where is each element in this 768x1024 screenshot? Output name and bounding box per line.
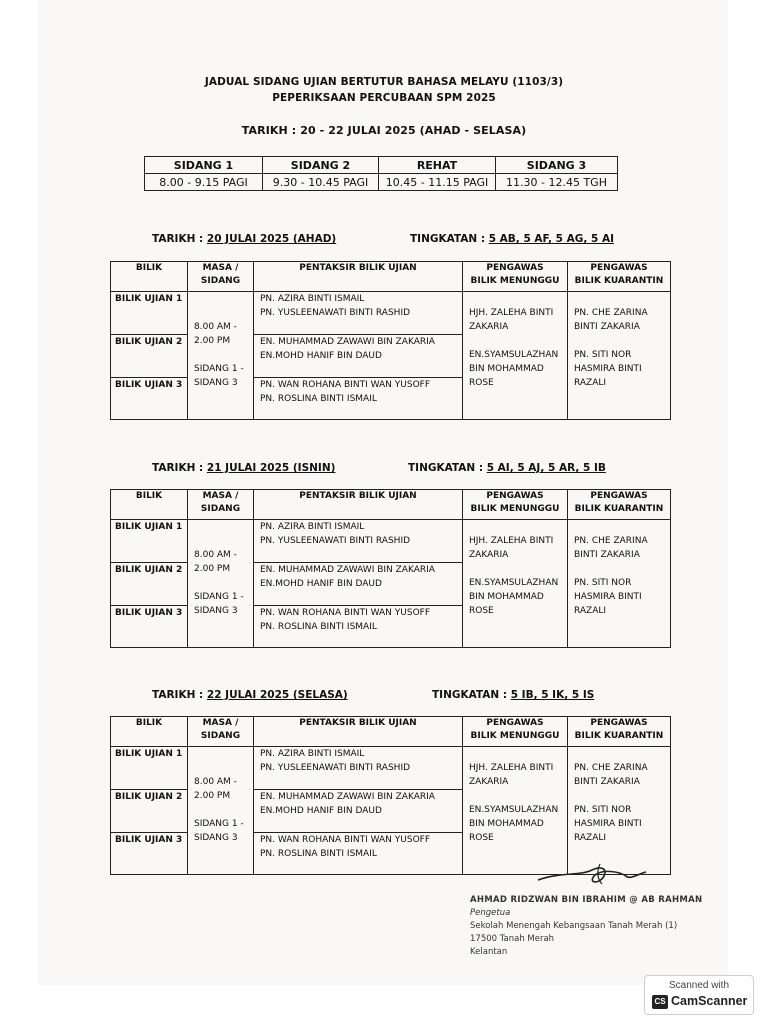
invigilator-line: PN. CHE ZARINA (574, 763, 648, 773)
masa-line: SIDANG 1 - (194, 592, 244, 602)
document-title: JADUAL SIDANG UJIAN BERTUTUR BAHASA MELAYU (1103/3) (204, 76, 564, 88)
invigilator-line: PN. SITI NOR (574, 350, 632, 360)
tingkatan-label: TINGKATAN : (410, 233, 489, 245)
assessor-cell (254, 520, 463, 563)
room-name: BILIK UJIAN 1 (111, 292, 188, 335)
session-time: 10.45 - 11.15 PAGI (379, 174, 496, 191)
session-time-table (144, 156, 618, 191)
assessor-cell (254, 790, 463, 833)
schedule-table (110, 489, 671, 648)
invigilator-line: ROSE (469, 378, 494, 388)
assessor-cell (254, 335, 463, 378)
masa-line: 2.00 PM (194, 336, 231, 346)
invigilator-line: ROSE (469, 833, 494, 843)
tarikh-value: 21 JULAI 2025 (ISNIN) (206, 462, 336, 474)
tingkatan-label: TINGKATAN : (408, 462, 487, 474)
session-header: REHAT (379, 157, 496, 174)
invigilator-line: ROSE (469, 606, 494, 616)
col-header-kuarantin: PENGAWAS BILIK KUARANTIN (568, 490, 671, 520)
room-name: BILIK UJIAN 3 (111, 833, 188, 875)
col-header-masa: MASA / SIDANG (188, 262, 254, 292)
tarikh-label: TARIKH : (152, 689, 207, 701)
tingkatan-value: 5 AI, 5 AJ, 5 AR, 5 IB (486, 462, 606, 474)
col-header-menunggu: PENGAWAS BILIK MENUNGGU (463, 262, 568, 292)
col-header-bilik: BILIK (111, 717, 188, 747)
assessor: EN. MUHAMMAD ZAWAWI BIN ZAKARIA (260, 792, 435, 802)
tarikh-label: TARIKH : (152, 233, 207, 245)
invigilator-line: RAZALI (574, 378, 607, 388)
kuarantin-cell (568, 292, 671, 420)
signature-block (470, 868, 720, 959)
signature-mark-icon (530, 862, 650, 890)
day-tingkatan-line (408, 462, 606, 474)
col-header-menunggu: PENGAWAS BILIK MENUNGGU (463, 717, 568, 747)
menunggu-cell (463, 520, 568, 648)
masa-line: SIDANG 3 (194, 833, 238, 843)
room-name: BILIK UJIAN 2 (111, 563, 188, 606)
col-header-menunggu: PENGAWAS BILIK MENUNGGU (463, 490, 568, 520)
assessor: PN. AZIRA BINTI ISMAIL (260, 749, 365, 759)
tarikh-value: 22 JULAI 2025 (SELASA) (206, 689, 348, 701)
tingkatan-label: TINGKATAN : (432, 689, 511, 701)
assessor: PN. WAN ROHANA BINTI WAN YUSOFF (260, 380, 431, 390)
masa-line: 8.00 AM - (194, 322, 237, 332)
invigilator-line: PN. CHE ZARINA (574, 308, 648, 318)
invigilator-line: BIN MOHAMMAD (469, 592, 544, 602)
room-name: BILIK UJIAN 3 (111, 378, 188, 420)
day-date-line (152, 689, 348, 701)
assessor-cell (254, 563, 463, 606)
masa-cell (188, 292, 254, 420)
session-time: 9.30 - 10.45 PAGI (263, 174, 379, 191)
masa-line: 2.00 PM (194, 564, 231, 574)
camscanner-badge (644, 975, 754, 1015)
invigilator-line: HJH. ZALEHA BINTI (469, 308, 554, 318)
invigilator-line: RAZALI (574, 606, 607, 616)
col-header-kuarantin: PENGAWAS BILIK KUARANTIN (568, 262, 671, 292)
col-header-pentaksir: PENTAKSIR BILIK UJIAN (254, 490, 463, 520)
day-tingkatan-line (432, 689, 594, 701)
room-name: BILIK UJIAN 3 (111, 606, 188, 648)
assessor: PN. YUSLEENAWATI BINTI RASHID (260, 763, 411, 773)
invigilator-line: HJH. ZALEHA BINTI (469, 763, 554, 773)
masa-line: SIDANG 3 (194, 606, 238, 616)
invigilator-line: ZAKARIA (469, 322, 509, 332)
schedule-table (110, 716, 671, 875)
session-header: SIDANG 2 (263, 157, 379, 174)
assessor: EN. MUHAMMAD ZAWAWI BIN ZAKARIA (260, 337, 435, 347)
scanned-with-text: Scanned with (668, 980, 730, 991)
invigilator-line: ZAKARIA (469, 550, 509, 560)
assessor-cell (254, 292, 463, 335)
invigilator-line: BINTI ZAKARIA (574, 550, 640, 560)
masa-line: 8.00 AM - (194, 550, 237, 560)
invigilator-line: RAZALI (574, 833, 607, 843)
invigilator-line: PN. SITI NOR (574, 578, 632, 588)
assessor: PN. YUSLEENAWATI BINTI RASHID (260, 308, 411, 318)
tarikh-value: 20 JULAI 2025 (AHAD) (206, 233, 337, 245)
assessor: PN. WAN ROHANA BINTI WAN YUSOFF (260, 835, 431, 845)
session-time: 8.00 - 9.15 PAGI (145, 174, 263, 191)
room-name: BILIK UJIAN 2 (111, 335, 188, 378)
invigilator-line: HASMIRA BINTI (574, 364, 642, 374)
col-header-pentaksir: PENTAKSIR BILIK UJIAN (254, 262, 463, 292)
invigilator-line: EN.SYAMSULAZHAN (469, 805, 559, 815)
assessor: PN. ROSLINA BINTI ISMAIL (260, 849, 377, 859)
room-name: BILIK UJIAN 1 (111, 747, 188, 790)
schedule-table (110, 261, 671, 420)
assessor: EN. MUHAMMAD ZAWAWI BIN ZAKARIA (260, 565, 435, 575)
date-range: TARIKH : 20 - 22 JULAI 2025 (AHAD - SELASA) (241, 124, 527, 137)
assessor: PN. ROSLINA BINTI ISMAIL (260, 394, 377, 404)
tingkatan-value: 5 AB, 5 AF, 5 AG, 5 AI (488, 233, 615, 245)
tingkatan-value: 5 IB, 5 IK, 5 IS (510, 689, 595, 701)
invigilator-line: BIN MOHAMMAD (469, 819, 544, 829)
camscanner-brand: CamScanner (671, 994, 748, 1008)
signatory-name: AHMAD RIDZWAN BIN IBRAHIM @ AB RAHMAN (470, 895, 703, 905)
document-subtitle: PEPERIKSAAN PERCUBAAN SPM 2025 (272, 92, 496, 104)
masa-cell (188, 747, 254, 875)
invigilator-line: HASMIRA BINTI (574, 592, 642, 602)
camscanner-logo-icon: CS (652, 995, 668, 1009)
school-state: Kelantan (470, 947, 508, 957)
masa-line: 2.00 PM (194, 791, 231, 801)
col-header-bilik: BILIK (111, 262, 188, 292)
invigilator-line: PN. CHE ZARINA (574, 536, 648, 546)
col-header-masa: MASA / SIDANG (188, 490, 254, 520)
day-date-line (152, 462, 335, 474)
assessor-cell (254, 606, 463, 648)
session-time: 11.30 - 12.45 TGH (496, 174, 618, 191)
signatory-position: Pengetua (470, 908, 511, 918)
invigilator-line: BINTI ZAKARIA (574, 322, 640, 332)
invigilator-line: PN. SITI NOR (574, 805, 632, 815)
col-header-kuarantin: PENGAWAS BILIK KUARANTIN (568, 717, 671, 747)
assessor-cell (254, 747, 463, 790)
assessor-cell (254, 378, 463, 420)
masa-line: SIDANG 1 - (194, 364, 244, 374)
menunggu-cell (463, 292, 568, 420)
assessor: EN.MOHD HANIF BIN DAUD (260, 806, 382, 816)
school-name: Sekolah Menengah Kebangsaan Tanah Merah (1) (470, 921, 678, 931)
col-header-bilik: BILIK (111, 490, 188, 520)
day-tingkatan-line (410, 233, 614, 245)
menunggu-cell (463, 747, 568, 875)
room-name: BILIK UJIAN 2 (111, 790, 188, 833)
invigilator-line: HJH. ZALEHA BINTI (469, 536, 554, 546)
invigilator-line: HASMIRA BINTI (574, 819, 642, 829)
school-postcode: 17500 Tanah Merah (470, 934, 555, 944)
assessor-cell (254, 833, 463, 875)
assessor: EN.MOHD HANIF BIN DAUD (260, 351, 382, 361)
masa-line: SIDANG 3 (194, 378, 238, 388)
assessor: PN. AZIRA BINTI ISMAIL (260, 294, 365, 304)
col-header-pentaksir: PENTAKSIR BILIK UJIAN (254, 717, 463, 747)
assessor: EN.MOHD HANIF BIN DAUD (260, 579, 382, 589)
invigilator-line: EN.SYAMSULAZHAN (469, 578, 559, 588)
col-header-masa: MASA / SIDANG (188, 717, 254, 747)
assessor: PN. WAN ROHANA BINTI WAN YUSOFF (260, 608, 431, 618)
assessor: PN. YUSLEENAWATI BINTI RASHID (260, 536, 411, 546)
kuarantin-cell (568, 747, 671, 875)
masa-cell (188, 520, 254, 648)
kuarantin-cell (568, 520, 671, 648)
masa-line: SIDANG 1 - (194, 819, 244, 829)
invigilator-line: BINTI ZAKARIA (574, 777, 640, 787)
room-name: BILIK UJIAN 1 (111, 520, 188, 563)
invigilator-line: EN.SYAMSULAZHAN (469, 350, 559, 360)
invigilator-line: ZAKARIA (469, 777, 509, 787)
masa-line: 8.00 AM - (194, 777, 237, 787)
session-header: SIDANG 3 (496, 157, 618, 174)
day-date-line (152, 233, 336, 245)
assessor: PN. AZIRA BINTI ISMAIL (260, 522, 365, 532)
assessor: PN. ROSLINA BINTI ISMAIL (260, 622, 377, 632)
session-header: SIDANG 1 (145, 157, 263, 174)
tarikh-label: TARIKH : (152, 462, 207, 474)
invigilator-line: BIN MOHAMMAD (469, 364, 544, 374)
